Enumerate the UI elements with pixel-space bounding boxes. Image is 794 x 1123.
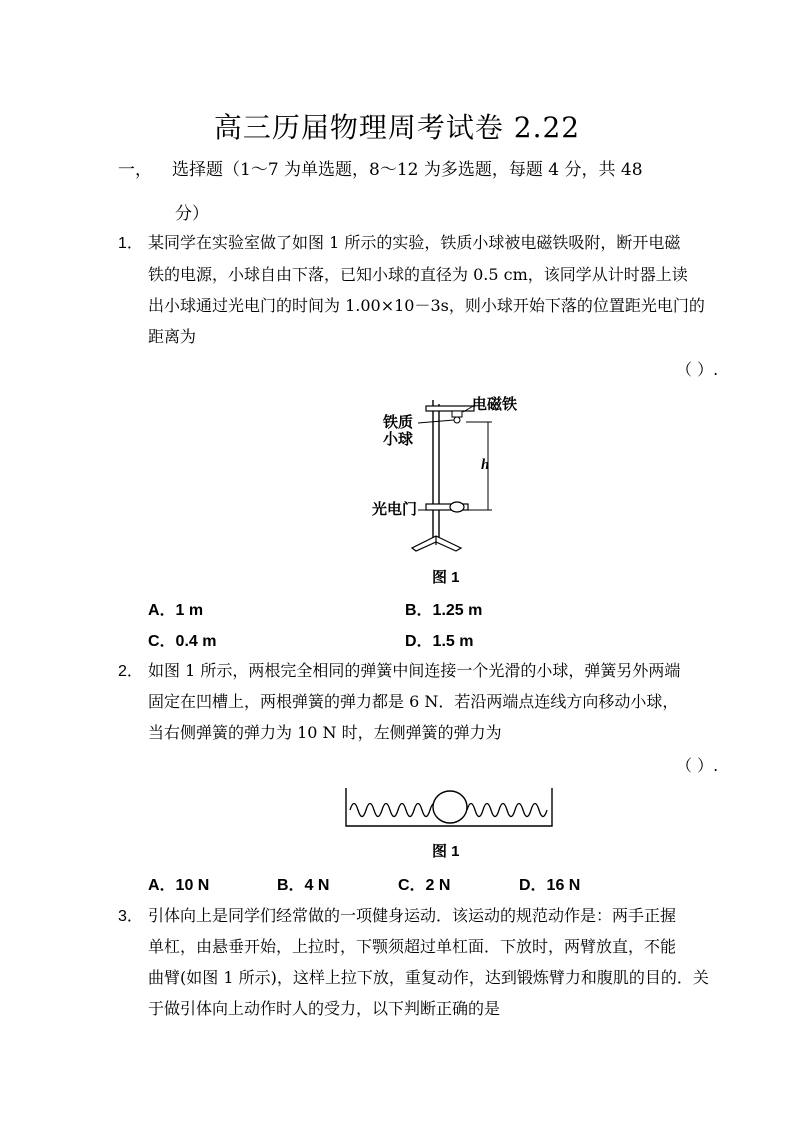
page-title: 高三历届物理周考试卷 2.22 xyxy=(213,111,581,144)
label-h: h xyxy=(481,457,490,473)
option-b: B．4 N xyxy=(277,877,330,894)
question-number: 1． xyxy=(118,235,143,252)
label-electromagnet: 电磁铁 xyxy=(472,395,518,413)
label-iron-ball-line1: 铁质 xyxy=(383,413,414,431)
question-text-line: 于做引体向上动作时人的受力，以下判断正确的是 xyxy=(148,999,501,1018)
option-b: B．1.25 m xyxy=(405,602,483,619)
label-photogate: 光电门 xyxy=(372,500,418,518)
question-text-line: 如图 1 所示，两根完全相同的弹簧中间连接一个光滑的小球，弹簧另外两端 xyxy=(148,661,681,680)
section-text: 选择题（1～7 为单选题，8～12 为多选题，每题 4 分，共 48 xyxy=(172,160,643,180)
question-number: 3． xyxy=(118,908,143,925)
option-d: D．16 N xyxy=(519,877,581,894)
section-text-continuation: 分） xyxy=(175,204,209,224)
question-text-line: 固定在凹槽上，两根弹簧的弹力都是 6 N．若沿两端点连线方向移动小球， xyxy=(148,692,679,711)
question-text-line: 单杠，由悬垂开始，上拉时，下颚须超过单杠面．下放时，两臂放直，不能 xyxy=(148,937,677,956)
option-a: A．10 N xyxy=(148,877,210,894)
question-text-line: 引体向上是同学们经常做的一项健身运动．该运动的规范动作是：两手正握 xyxy=(148,906,677,925)
question-text-line: 铁的电源，小球自由下落，已知小球的直径为 0.5 cm，该同学从计时器上读 xyxy=(148,265,688,284)
answer-blank: （ ）. xyxy=(676,360,719,379)
option-a: A．1 m xyxy=(148,602,204,619)
option-c: C．0.4 m xyxy=(148,633,217,650)
option-c: C．2 N xyxy=(398,877,451,894)
question-text-line: 当右侧弹簧的弹力为 10 N 时，左侧弹簧的弹力为 xyxy=(148,723,502,742)
section-number: 一， xyxy=(118,160,152,180)
question-number: 2． xyxy=(118,663,143,680)
answer-blank: （ ）. xyxy=(676,756,719,775)
label-iron-ball-line2: 小球 xyxy=(383,430,414,448)
option-d: D．1.5 m xyxy=(405,633,474,650)
question-text-line: 出小球通过光电门的时间为 1.00×10－3s，则小球开始下落的位置距光电门的 xyxy=(148,296,705,315)
question-text-line: 某同学在实验室做了如图 1 所示的实验，铁质小球被电磁铁吸附，断开电磁 xyxy=(148,233,681,252)
question-text-line: 曲臂(如图 1 所示)，这样上拉下放，重复动作，达到锻炼臂力和腹肌的目的．关 xyxy=(148,968,709,987)
question-text-line: 距离为 xyxy=(148,327,197,346)
figure-caption: 图 1 xyxy=(432,843,460,860)
figure-caption: 图 1 xyxy=(432,569,460,586)
